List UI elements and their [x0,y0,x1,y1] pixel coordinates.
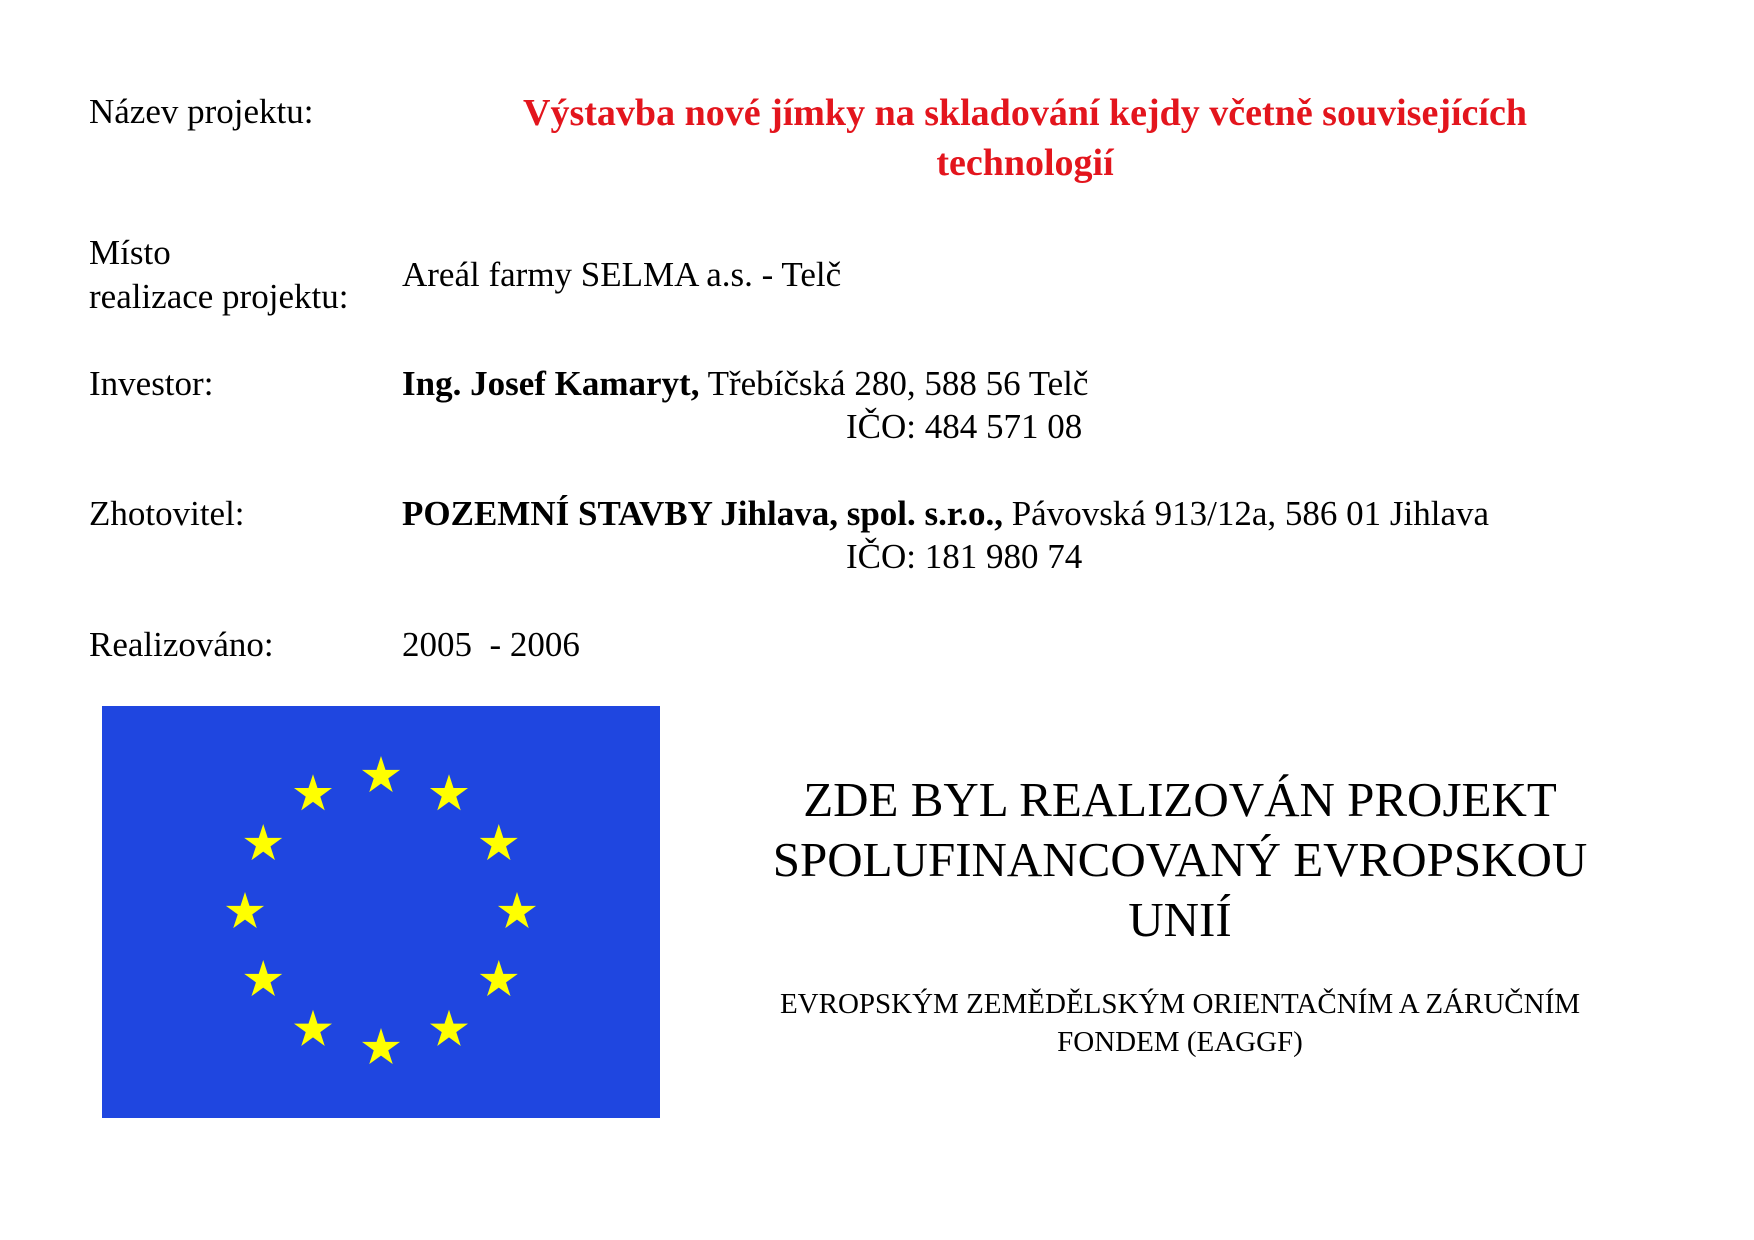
investor-ico: IČO: 484 571 08 [846,407,1083,446]
project-title-line-2: technologií [936,142,1114,184]
eu-headline-line-2: SPOLUFINANCOVANÝ EVROPSKOU [772,832,1588,887]
contractor-name: POZEMNÍ STAVBY Jihlava, spol. s.r.o., [402,494,1003,533]
project-title-line-1: Výstavba nové jímky na skladování kejdy včetně souvisejících [523,92,1527,134]
investor-value [402,362,1088,406]
investor-name: Ing. Josef Kamaryt, [402,364,700,403]
project-name-label: Název projektu: [89,92,314,131]
eu-fund [700,985,1660,1061]
eu-fund-line-1: EVROPSKÝM ZEMĚDĚLSKÝM ORIENTAČNÍM A ZÁRUČNÍM [779,988,1581,1020]
location-label [89,231,348,319]
contractor-address: Pávovská 913/12a, 586 01 Jihlava [1011,494,1490,533]
location-label-line-2: realizace projektu: [89,277,349,316]
eu-flag [102,706,660,1118]
realized-value: 2005 - 2006 [402,625,580,664]
investor-address: Třebíčská 280, 588 56 Telč [707,364,1089,403]
location-value: Areál farmy SELMA a.s. - Telč [402,255,842,294]
investor-label: Investor: [89,364,214,403]
contractor-label: Zhotovitel: [89,494,245,533]
eu-headline-line-1: ZDE BYL REALIZOVÁN PROJEKT [803,772,1557,827]
eu-headline [700,770,1660,950]
project-title [420,88,1630,188]
contractor-value [402,492,1489,536]
eu-headline-line-3: UNIÍ [1128,892,1232,947]
contractor-ico: IČO: 181 980 74 [846,537,1083,576]
eu-fund-line-2: FONDEM (EAGGF) [1057,1026,1303,1058]
realized-label: Realizováno: [89,625,274,664]
location-label-line-1: Místo [89,233,171,272]
